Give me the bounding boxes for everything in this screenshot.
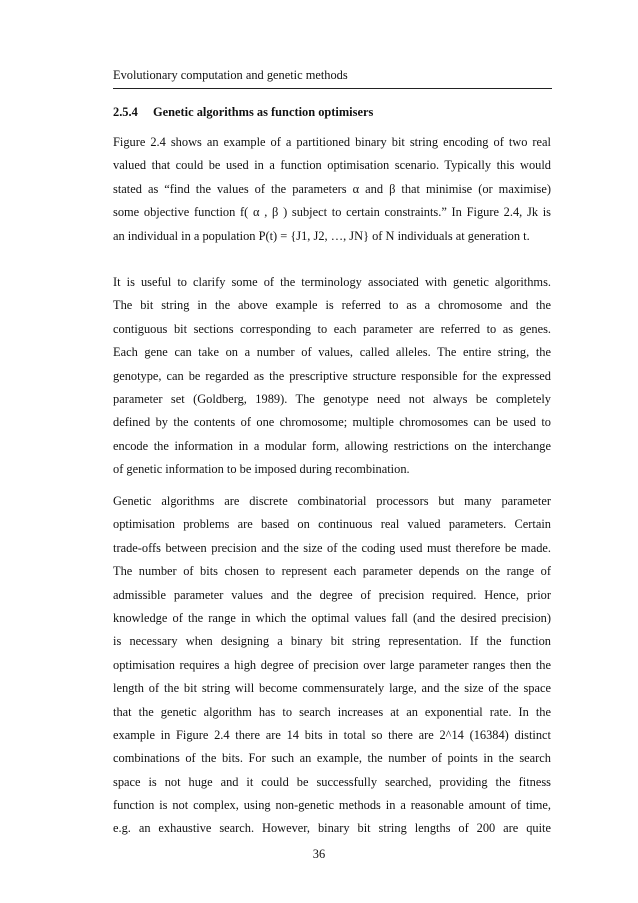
paragraph-line: e.g. an exhaustive search. However, binary bit string lengths of 200 are quite: [113, 821, 551, 836]
paragraph-line: some objective function f( α , β ) subject to certain constraints.” In Figure 2.4, Jk is: [113, 205, 551, 220]
page-number: 36: [312, 847, 326, 861]
paragraph-line: The number of bits chosen to represent each parameter depends on the range of: [113, 564, 551, 579]
paragraph-line: It is useful to clarify some of the terminology associated with genetic algorithms.: [113, 275, 551, 289]
paragraph-2: [113, 271, 551, 482]
paragraph-line: admissible parameter values and the degree of precision required. Hence, prior: [113, 587, 551, 602]
paragraph-line: length of the bit string will become commensurately large, and the size of the space: [113, 681, 551, 696]
paragraph-line: defined by the contents of one chromosome; multiple chromosomes can be used to: [113, 415, 551, 430]
paragraph-1: [113, 131, 551, 248]
paragraph-line: genotype, can be regarded as the prescriptive structure responsible for the expressed: [113, 368, 551, 383]
paragraph-line: encode the information in a modular form, allowing restrictions on the interchange: [113, 438, 551, 453]
paragraph-line: optimisation problems are based on continuous real valued parameters. Certain: [113, 517, 551, 532]
paragraph-line: parameter set (Goldberg, 1989). The genotype need not always be completely: [113, 391, 551, 406]
paragraph-line: example in Figure 2.4 there are 14 bits in total so there are 2^14 (16384) distinct: [113, 727, 551, 742]
paragraph-line: is necessary when designing a binary bit string representation. If the function: [113, 634, 551, 649]
paragraph-line: of genetic information to be imposed during recombination.: [113, 462, 410, 477]
paragraph-line: that the genetic algorithm has to search increases at an exponential rate. In the: [113, 704, 551, 719]
section-number: 2.5.4: [113, 105, 138, 119]
paragraph-line: optimisation requires a high degree of precision over large parameter ranges then the: [113, 657, 551, 672]
paragraph-line: an individual in a population P(t) = {J1, J2, …, JN} of N individuals at generation t.: [113, 228, 530, 243]
paragraph-line: The bit string in the above example is referred to as a chromosome and the: [113, 298, 551, 313]
paragraph-line: stated as “find the values of the parameters α and β that minimise (or maximise): [113, 181, 551, 196]
paragraph-line: trade-offs between precision and the size of the coding used must therefore be made.: [113, 540, 551, 555]
section-title-text: Genetic algorithms as function optimisers: [153, 105, 374, 119]
paragraph-line: space is not huge and it could be successfully searched, providing the fitness: [113, 774, 551, 789]
running-header: Evolutionary computation and genetic methods: [113, 68, 348, 82]
paragraph-line: Each gene can take on a number of values, called alleles. The entire string, the: [113, 345, 551, 360]
paragraph-3: [113, 490, 551, 841]
paragraph-line: function is not complex, using non-genetic methods in a reasonable amount of time,: [113, 798, 551, 813]
header-rule: [113, 88, 552, 89]
paragraph-line: contiguous bit sections corresponding to each parameter are referred to as genes.: [113, 321, 551, 336]
section-heading: [113, 104, 551, 120]
paragraph-line: knowledge of the range in which the optimal values fall (and the desired precision): [113, 610, 551, 625]
paragraph-line: Genetic algorithms are discrete combinatorial processors but many parameter: [113, 494, 551, 508]
paragraph-line: combinations of the bits. For such an example, the number of points in the search: [113, 751, 551, 766]
paragraph-line: Figure 2.4 shows an example of a partitioned binary bit string encoding of two real: [113, 135, 551, 149]
paragraph-line: valued that could be used in a function optimisation scenario. Typically this would: [113, 158, 551, 173]
